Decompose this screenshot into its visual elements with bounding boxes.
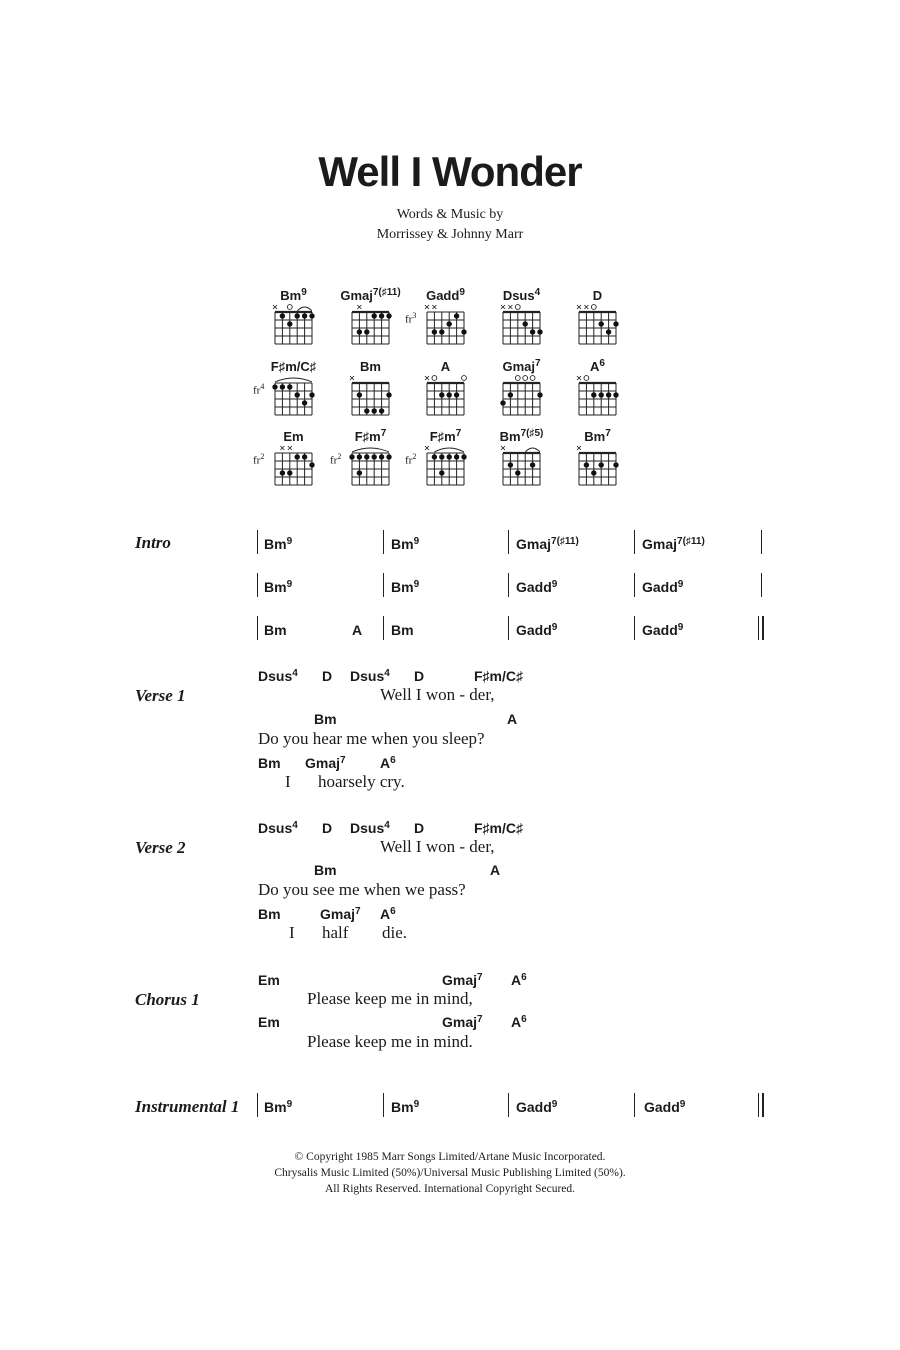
finger-dot — [584, 462, 589, 467]
open-string-mark — [462, 376, 467, 381]
barre-arc — [352, 448, 389, 452]
chord-symbol: Bm$^9$ — [391, 579, 420, 595]
chord-symbol: Gmaj$^{7(♯11)}$ — [516, 536, 579, 552]
barline — [634, 1093, 635, 1117]
chord-symbol: F♯m/C♯ — [474, 668, 523, 684]
finger-dot — [530, 329, 535, 334]
finger-dot — [357, 470, 362, 475]
finger-dot — [309, 313, 314, 318]
muted-string-mark: × — [575, 302, 583, 312]
barline — [383, 616, 384, 640]
chord-diagram-name: $F♯m^7$ — [354, 428, 387, 444]
chord-symbol: $A^6$ — [380, 906, 396, 922]
chord-symbol: Em — [258, 972, 280, 988]
finger-dot — [295, 454, 300, 459]
final-barline — [762, 1093, 764, 1117]
chord-diagram-name: A — [440, 359, 451, 374]
barline — [634, 573, 635, 597]
chord-diagram-grid — [425, 441, 466, 487]
finger-dot — [309, 462, 314, 467]
finger-dot — [364, 329, 369, 334]
barline — [761, 530, 762, 554]
muted-string-mark: × — [271, 302, 279, 312]
open-string-mark — [515, 305, 520, 310]
barre-arc — [434, 448, 464, 452]
muted-string-mark: × — [423, 373, 431, 383]
chord-symbol: Bm — [258, 755, 281, 771]
fret-position-label: $fr^2$ — [253, 452, 265, 467]
chord-symbol: Dsus$^4$ — [350, 668, 390, 684]
open-string-mark — [530, 376, 535, 381]
barline — [257, 530, 258, 554]
chord-symbol: Bm$^9$ — [264, 579, 293, 595]
finger-dot — [591, 392, 596, 397]
finger-dot — [372, 408, 377, 413]
chord-symbol: Gmaj$^{7(♯11)}$ — [642, 536, 705, 552]
muted-string-mark: × — [499, 443, 507, 453]
chord-diagram-name: Em — [283, 429, 304, 444]
finger-dot — [379, 454, 384, 459]
muted-string-mark: × — [575, 443, 583, 453]
barre-arc — [525, 448, 540, 452]
chord-diagram-name: D — [592, 288, 603, 303]
finger-dot — [302, 400, 307, 405]
fret-position-label: $fr^2$ — [405, 452, 417, 467]
lyric-line: Please keep me in mind. — [307, 1032, 473, 1051]
finger-dot — [606, 329, 611, 334]
chord-diagram-grid — [501, 441, 542, 487]
chord-diagram-name: Gmaj$^{7(♯11)}$ — [340, 287, 401, 303]
finger-dot — [309, 392, 314, 397]
chord-symbol: Bm — [314, 711, 337, 727]
barre-arc — [275, 378, 312, 382]
chord-diagram-grid — [273, 441, 314, 487]
finger-dot — [386, 392, 391, 397]
section-label-verse-1: Verse 1 — [135, 686, 186, 705]
finger-dot — [379, 408, 384, 413]
open-string-mark — [584, 376, 589, 381]
fret-position-label: $fr^4$ — [253, 382, 265, 397]
muted-string-mark: × — [431, 302, 438, 312]
chord-symbol: D — [322, 668, 333, 684]
open-string-mark — [287, 305, 292, 310]
finger-dot — [439, 470, 444, 475]
finger-dot — [287, 470, 292, 475]
chord-diagram-name: $F♯m^7$ — [429, 428, 462, 444]
chord-symbol: $A^6$ — [380, 755, 396, 771]
finger-dot — [606, 392, 611, 397]
finger-dot — [447, 454, 452, 459]
chord-diagram-name: F♯m/C♯ — [270, 359, 317, 374]
finger-dot — [599, 462, 604, 467]
chord-diagram-grid — [501, 300, 542, 346]
final-barline — [758, 616, 759, 640]
chord-symbol: Bm$^9$ — [264, 1099, 293, 1115]
muted-string-mark: × — [499, 302, 507, 312]
finger-dot — [302, 454, 307, 459]
chord-symbol: $A^6$ — [511, 972, 527, 988]
chord-symbol: Bm — [258, 906, 281, 922]
chord-symbol: Gadd$^9$ — [644, 1099, 686, 1115]
chord-diagram-name: Dsus$^4$ — [502, 287, 541, 303]
barre-arc — [297, 307, 312, 311]
barline — [383, 530, 384, 554]
finger-dot — [530, 462, 535, 467]
finger-dot — [280, 470, 285, 475]
finger-dot — [287, 321, 292, 326]
finger-dot — [508, 392, 513, 397]
chord-diagram-grid — [273, 300, 314, 346]
chord-symbol: Gadd$^9$ — [642, 622, 684, 638]
chord-symbol: Bm$^9$ — [264, 536, 293, 552]
finger-dot — [439, 392, 444, 397]
chord-diagram-grid — [350, 441, 391, 487]
song-title: Well I Wonder — [318, 148, 582, 195]
chord-diagram-name: Bm — [360, 359, 381, 374]
muted-string-mark: × — [348, 373, 356, 383]
muted-string-mark: × — [575, 373, 583, 383]
finger-dot — [295, 392, 300, 397]
chord-diagram-grid — [577, 371, 618, 417]
finger-dot — [272, 384, 277, 389]
chord-symbol: Gadd$^9$ — [642, 579, 684, 595]
finger-dot — [432, 454, 437, 459]
finger-dot — [599, 321, 604, 326]
finger-dot — [454, 313, 459, 318]
chord-symbol: A — [490, 862, 501, 878]
finger-dot — [537, 329, 542, 334]
muted-string-mark: × — [279, 443, 286, 453]
copyright-line: © Copyright 1985 Marr Songs Limited/Artane Music Incorporated. — [294, 1151, 606, 1163]
chord-symbol: D — [322, 820, 333, 836]
open-string-mark — [523, 376, 528, 381]
finger-dot — [386, 454, 391, 459]
chord-symbol: Bm — [391, 622, 414, 638]
chord-diagram-grid — [577, 300, 618, 346]
finger-dot — [357, 329, 362, 334]
chord-diagram-name: Bm$^9$ — [280, 287, 307, 303]
finger-dot — [295, 313, 300, 318]
barline — [508, 573, 509, 597]
finger-dot — [379, 313, 384, 318]
chord-symbol: D — [414, 820, 425, 836]
fret-position-label: $fr^2$ — [330, 452, 342, 467]
muted-string-mark: × — [356, 302, 363, 312]
chord-diagram-name: Gadd$^9$ — [426, 287, 465, 303]
chord-diagram-name: $Bm^{7(♯5)}$ — [499, 428, 544, 444]
finger-dot — [454, 392, 459, 397]
chord-diagram-grid — [501, 371, 542, 417]
barline — [257, 616, 258, 640]
muted-string-mark: × — [423, 302, 431, 312]
section-label-intro: Intro — [135, 533, 171, 552]
chord-symbol: A — [507, 711, 518, 727]
open-string-mark — [432, 376, 437, 381]
barline — [257, 1093, 258, 1117]
chord-symbol: Gadd$^9$ — [516, 579, 558, 595]
finger-dot — [454, 454, 459, 459]
chord-diagram-name: $A^6$ — [590, 358, 605, 374]
finger-dot — [439, 454, 444, 459]
finger-dot — [447, 392, 452, 397]
finger-dot — [432, 329, 437, 334]
chord-diagram-grid — [577, 441, 618, 487]
barline — [257, 573, 258, 597]
finger-dot — [447, 321, 452, 326]
chord-symbol: A — [352, 622, 363, 638]
finger-dot — [287, 384, 292, 389]
chord-symbol: F♯m/C♯ — [474, 820, 523, 836]
barline — [761, 573, 762, 597]
chord-symbol: Bm$^9$ — [391, 536, 420, 552]
barline — [634, 530, 635, 554]
barline — [508, 616, 509, 640]
finger-dot — [591, 470, 596, 475]
final-barline — [762, 616, 764, 640]
credit-line-2: Morrissey & Johnny Marr — [376, 227, 524, 242]
finger-dot — [364, 408, 369, 413]
chord-symbol: Gadd$^9$ — [516, 1099, 558, 1115]
chord-diagram-name: Bm$^7$ — [584, 428, 611, 444]
finger-dot — [515, 470, 520, 475]
open-string-mark — [591, 305, 596, 310]
chord-symbol: Gmaj$^7$ — [320, 906, 361, 922]
finger-dot — [280, 313, 285, 318]
chord-symbol: Bm — [314, 862, 337, 878]
chord-symbol: $A^6$ — [511, 1014, 527, 1030]
barline — [508, 530, 509, 554]
muted-string-mark: × — [423, 443, 431, 453]
chord-symbol: Dsus$^4$ — [258, 668, 298, 684]
chord-symbol: Gmaj$^7$ — [305, 755, 346, 771]
lyric-word: half — [322, 923, 349, 942]
finger-dot — [302, 313, 307, 318]
finger-dot — [508, 462, 513, 467]
barline — [634, 616, 635, 640]
copyright-line: Chrysalis Music Limited (50%)/Universal Music Publishing Limited (50%). — [274, 1167, 626, 1179]
finger-dot — [599, 392, 604, 397]
finger-dot — [537, 392, 542, 397]
finger-dot — [386, 313, 391, 318]
muted-string-mark: × — [507, 302, 514, 312]
muted-string-mark: × — [583, 302, 590, 312]
lyric-line: Do you hear me when you sleep? — [258, 729, 485, 748]
chord-diagram-grid — [350, 300, 391, 346]
finger-dot — [439, 329, 444, 334]
finger-dot — [364, 454, 369, 459]
lyric-word: die. — [382, 923, 408, 942]
fret-position-label: $fr^3$ — [405, 311, 417, 326]
finger-dot — [613, 462, 618, 467]
lyric-word: hoarsely cry. — [318, 772, 405, 791]
lyric-line: Well I won - der, — [380, 837, 495, 856]
chord-diagram-grid — [425, 371, 466, 417]
finger-dot — [372, 313, 377, 318]
barline — [508, 1093, 509, 1117]
chord-diagram-grid — [425, 300, 466, 346]
final-barline — [758, 1093, 759, 1117]
chord-symbol: Bm$^9$ — [391, 1099, 420, 1115]
copyright-line: All Rights Reserved. International Copyright Secured. — [324, 1183, 576, 1195]
finger-dot — [357, 454, 362, 459]
credit-line-1: Words & Music by — [396, 207, 504, 222]
finger-dot — [357, 392, 362, 397]
finger-dot — [461, 454, 466, 459]
chord-symbol: Gadd$^9$ — [516, 622, 558, 638]
finger-dot — [461, 329, 466, 334]
chord-diagram-name: Gmaj$^7$ — [502, 358, 541, 374]
finger-dot — [280, 384, 285, 389]
finger-dot — [523, 321, 528, 326]
lyric-line: Do you see me when we pass? — [258, 880, 466, 899]
section-label-verse-2: Verse 2 — [135, 838, 186, 857]
finger-dot — [372, 454, 377, 459]
barline — [383, 573, 384, 597]
chord-diagram-grid — [273, 371, 314, 417]
chord-symbol: Em — [258, 1014, 280, 1030]
muted-string-mark: × — [286, 443, 294, 453]
finger-dot — [500, 400, 505, 405]
chord-symbol: Bm — [264, 622, 287, 638]
finger-dot — [613, 392, 618, 397]
lyric-word: I — [285, 772, 291, 791]
chord-symbol: Gmaj$^7$ — [442, 1014, 483, 1030]
lyric-line: Please keep me in mind, — [307, 989, 473, 1008]
chord-symbol: D — [414, 668, 425, 684]
chord-diagram-grid — [350, 371, 391, 417]
chord-symbol: Dsus$^4$ — [350, 820, 390, 836]
section-label-chorus-1: Chorus 1 — [135, 990, 200, 1009]
lyric-word: I — [289, 923, 295, 942]
section-label-instrumental-1: Instrumental 1 — [135, 1097, 240, 1116]
finger-dot — [613, 321, 618, 326]
barline — [383, 1093, 384, 1117]
chord-symbol: Gmaj$^7$ — [442, 972, 483, 988]
finger-dot — [349, 454, 354, 459]
chord-symbol: Dsus$^4$ — [258, 820, 298, 836]
lyric-line: Well I won - der, — [380, 685, 495, 704]
open-string-mark — [515, 376, 520, 381]
